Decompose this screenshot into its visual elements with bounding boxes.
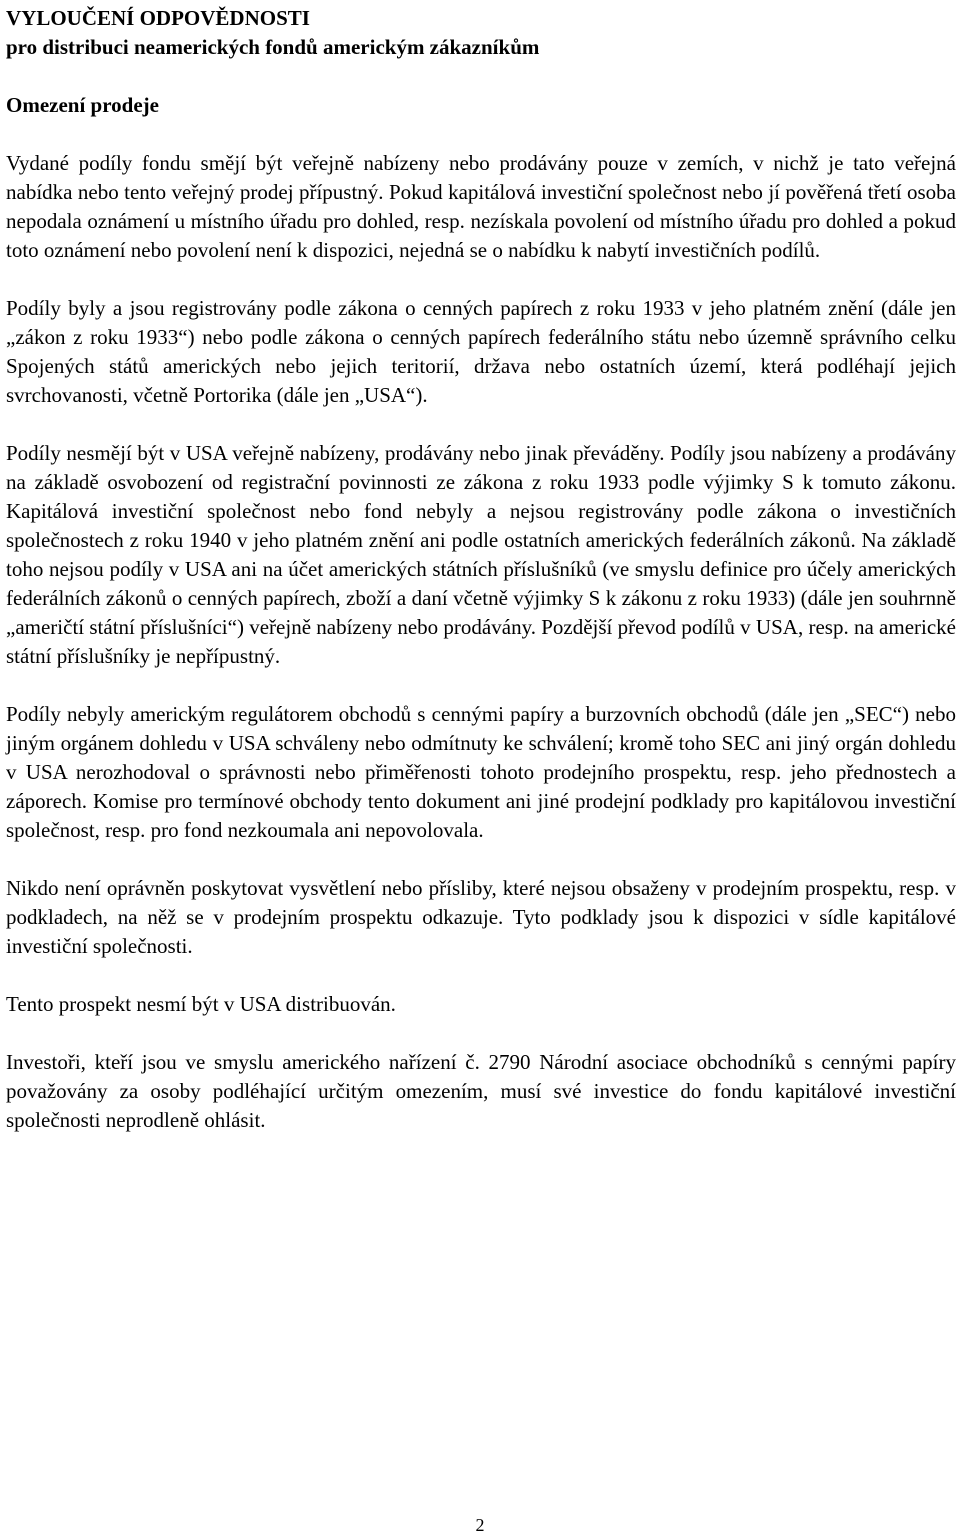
document-page [6, 4, 956, 1135]
paragraph-us-offering: Podíly nesmějí být v USA veřejně nabízeny, prodávány nebo jinak převáděny. Podíly jsou nabízeny a prodávány na základě osvobození od registrační povinnosti ze zákona z roku 1933 podle výjimky S k tomuto zákonu. Kapitálová investiční společnost nebo fond nebyly a nejsou registrovány podle zákona o investičních společnostech z roku 1940 v jeho platném znění ani podle ostatních amerických federálních zákonů. Na základě toho nejsou podíly v USA ani na účet amerických státních příslušníků (ve smyslu definice pro účely amerických federálních zákonů o cenných papírech, zboží a daní včetně výjimky S k zákonu z roku 1933) (dále jen souhrnně „američtí státní příslušníci“) veřejně nabízeny nebo prodávány. Pozdější převod podílů v USA, resp. na americké státní příslušníky je nepřípustný. [6, 441, 956, 668]
paragraph-authorized-information: Nikdo není oprávněn poskytovat vysvětlení nebo přísliby, které nejsou obsaženy v prodejním prospektu, resp. v podkladech, na něž se v prodejním prospektu odkazuje. Tyto podklady jsou k dispozici v sídle kapitálové investiční společnosti. [6, 876, 956, 958]
paragraph-distribution: Tento prospekt nesmí být v USA distribuován. [6, 992, 396, 1016]
document-title: VYLOUČENÍ ODPOVĚDNOSTI [6, 6, 310, 30]
paragraph-sales-restriction: Vydané podíly fondu smějí být veřejně nabízeny nebo prodávány pouze v zemích, v nichž je tato veřejná nabídka nebo tento veřejný prodej přípustný. Pokud kapitálová investiční společnost nebo jí pověřená třetí osoba nepodala oznámení u místního úřadu pro dohled, resp. nezískala povolení od místního úřadu pro dohled a pokud toto oznámení nebo povolení není k dispozici, nejedná se o nabídku k nabytí investičních podílů. [6, 151, 956, 262]
paragraph-registration: Podíly byly a jsou registrovány podle zákona o cenných papírech z roku 1933 v jeho platném znění (dále jen „zákon z roku 1933“) nebo podle zákona o cenných papírech federálního státu nebo územně správního celku Spojených států amerických nebo jejich teritorií, država nebo ostatních území, která podléhají jejich svrchovanosti, včetně Portorika (dále jen „USA“). [6, 296, 956, 407]
page-number: 2 [475, 1515, 485, 1535]
paragraph-sec-approval: Podíly nebyly americkým regulátorem obchodů s cennými papíry a burzovních obchodů (dále jen „SEC“) nebo jiným orgánem dohledu v USA schváleny nebo odmítnuty ke schválení; kromě toho SEC ani jiný orgán dohledu v USA nerozhodoval o správnosti nebo přiměřenosti tohoto prodejního prospektu, resp. jeho přednostech a záporech. Komise pro termínové obchody tento dokument ani jiné prodejní podklady pro kapitálovou investiční společnost, resp. pro fond nezkoumala ani nepovolovala. [6, 702, 956, 842]
paragraph-investor-notice: Investoři, kteří jsou ve smyslu amerického nařízení č. 2790 Národní asociace obchodníků s cennými papíry považovány za osoby podléhající určitým omezením, musí své investice do fondu kapitálové investiční společnosti neprodleně ohlásit. [6, 1050, 956, 1132]
section-heading: Omezení prodeje [6, 93, 159, 117]
document-subtitle: pro distribuci neamerických fondů americkým zákazníkům [6, 35, 540, 59]
